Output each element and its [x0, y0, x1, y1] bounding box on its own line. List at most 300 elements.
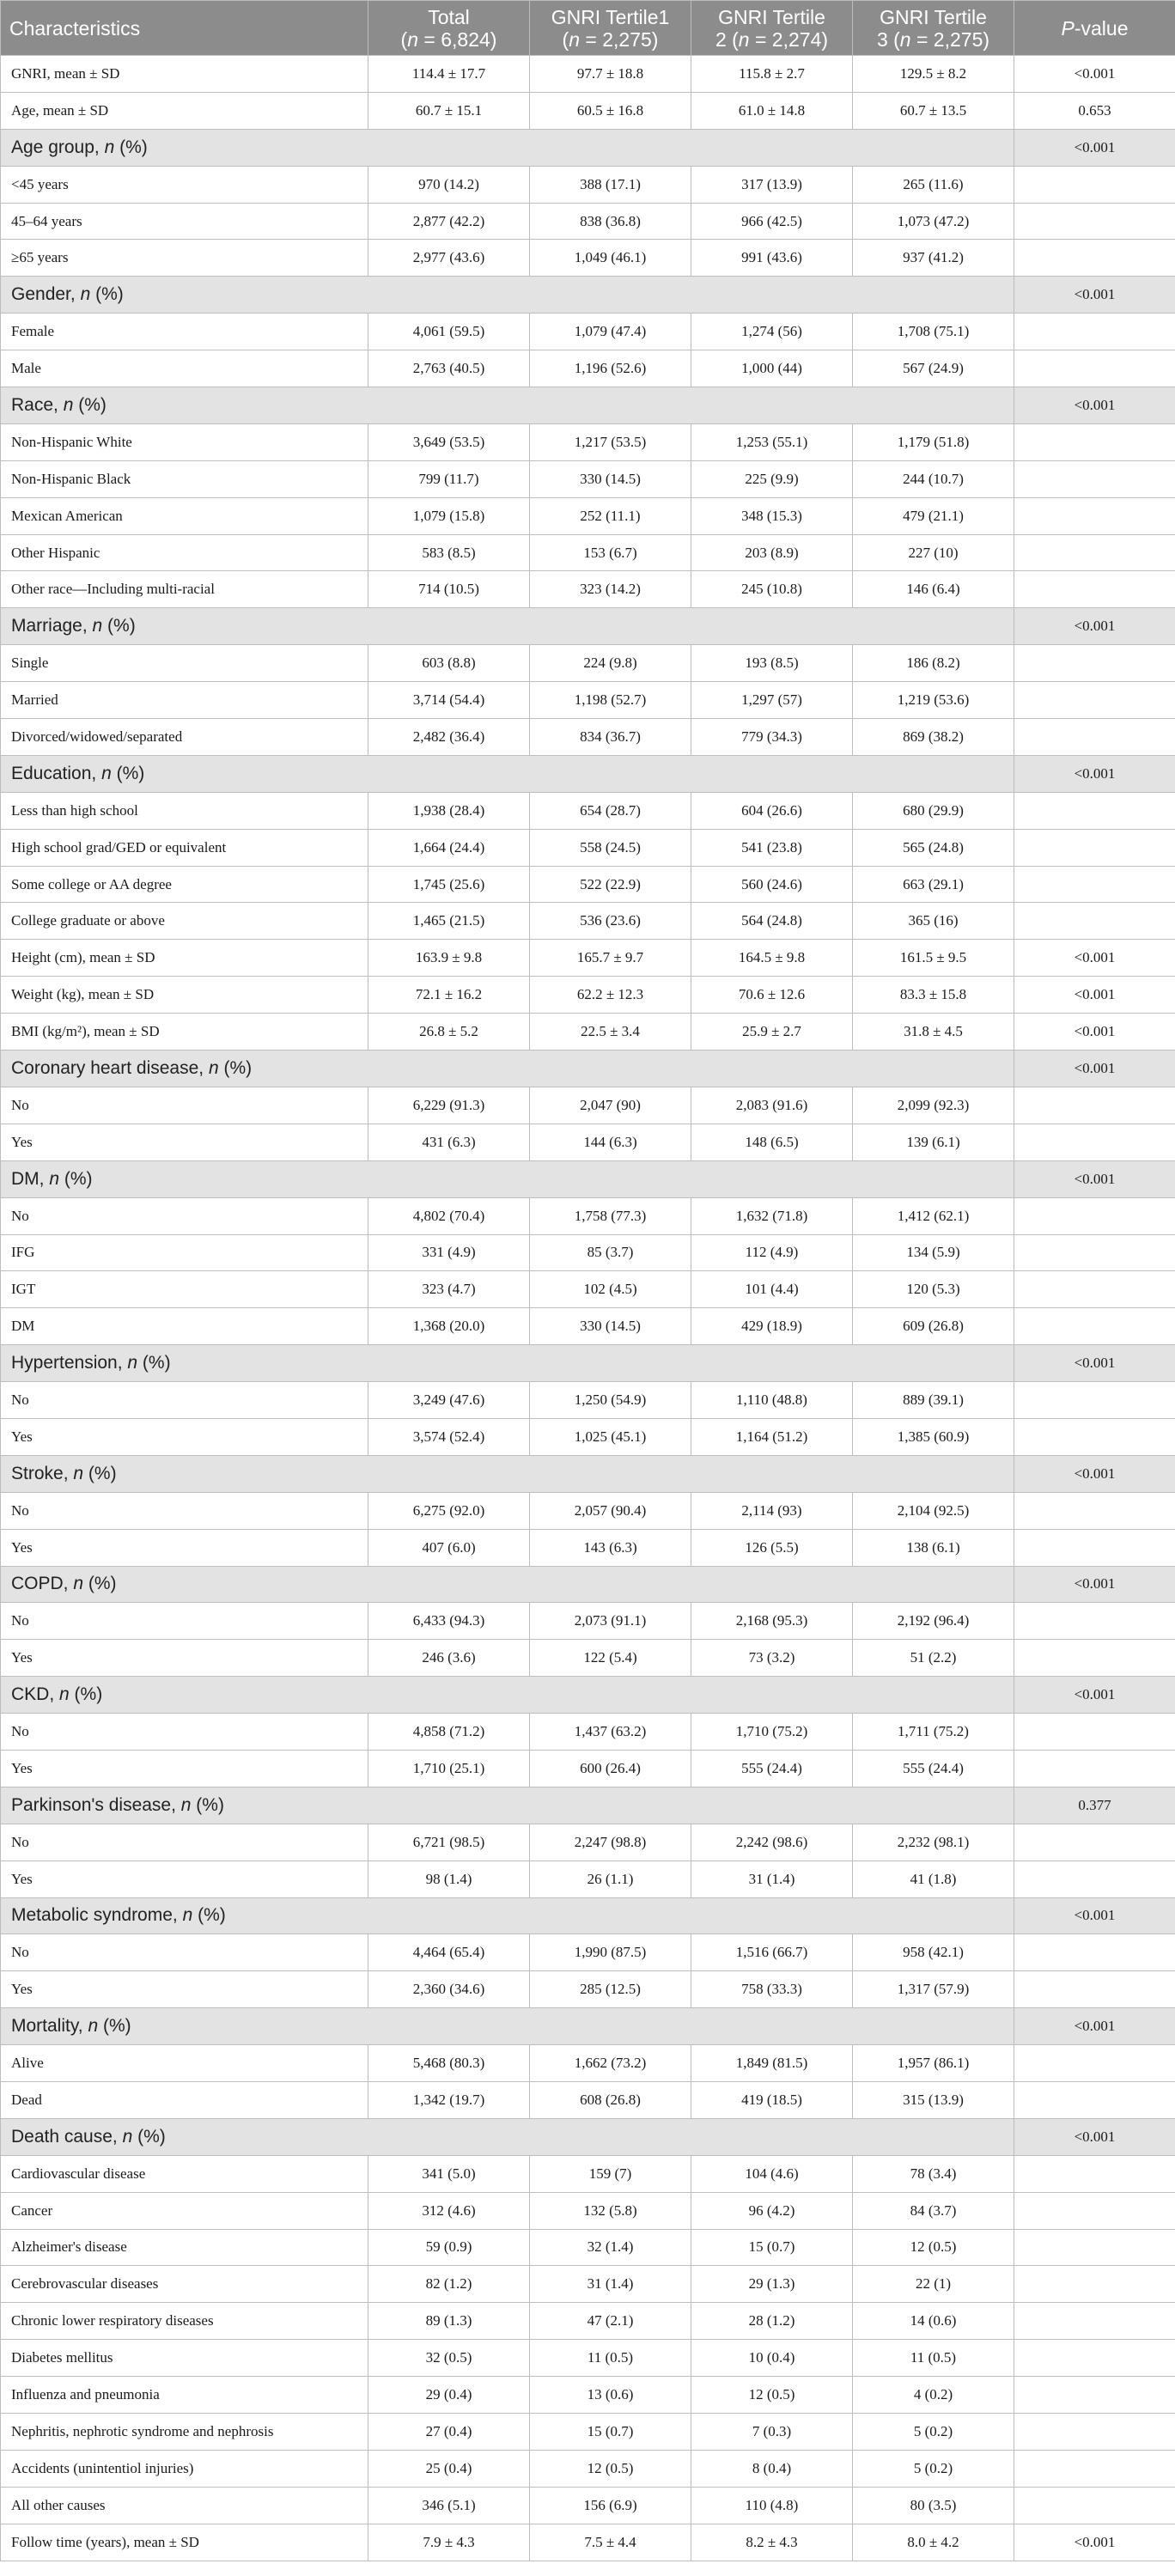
row-label: Mexican American — [1, 497, 368, 534]
cell-tertile-1: 26 (1.1) — [530, 1860, 691, 1897]
cell-total: 246 (3.6) — [368, 1640, 530, 1677]
cell-p-value — [1014, 1087, 1175, 1124]
cell-total: 431 (6.3) — [368, 1124, 530, 1160]
row-label: Yes — [1, 1750, 368, 1787]
table-row — [1, 2487, 1175, 2524]
section-header-row — [1, 1455, 1175, 1492]
cell-p-value — [1014, 1971, 1175, 2008]
cell-tertile-3: 5 (0.2) — [853, 2414, 1014, 2451]
table-row — [1, 1271, 1175, 1308]
cell-tertile-3: 365 (16) — [853, 903, 1014, 940]
cell-tertile-1: 2,047 (90) — [530, 1087, 691, 1124]
cell-tertile-3: 80 (3.5) — [853, 2487, 1014, 2524]
cell-total: 323 (4.7) — [368, 1271, 530, 1308]
cell-total: 1,745 (25.6) — [368, 866, 530, 903]
section-label: Parkinson's disease, n (%) — [1, 1787, 1014, 1824]
cell-tertile-2: 1,274 (56) — [691, 314, 853, 350]
cell-tertile-1: 838 (36.8) — [530, 203, 691, 240]
cell-tertile-2: 96 (4.2) — [691, 2192, 853, 2229]
cell-tertile-2: 8.2 ± 4.3 — [691, 2524, 853, 2561]
cell-p-value — [1014, 1824, 1175, 1860]
row-label: No — [1, 1824, 368, 1860]
row-label: IGT — [1, 1271, 368, 1308]
cell-p-value — [1014, 166, 1175, 203]
table-row — [1, 2524, 1175, 2561]
cell-p-value — [1014, 1234, 1175, 1271]
row-label: No — [1, 1603, 368, 1640]
row-label: 45–64 years — [1, 203, 368, 240]
row-label: Nephritis, nephrotic syndrome and nephrosis — [1, 2414, 368, 2451]
cell-p-value — [1014, 1750, 1175, 1787]
section-header-row — [1, 1050, 1175, 1087]
cell-p-value — [1014, 2266, 1175, 2303]
cell-tertile-3: 1,219 (53.6) — [853, 682, 1014, 719]
cell-total: 26.8 ± 5.2 — [368, 1014, 530, 1050]
cell-tertile-3: 4 (0.2) — [853, 2377, 1014, 2414]
cell-tertile-2: 564 (24.8) — [691, 903, 853, 940]
cell-tertile-1: 1,198 (52.7) — [530, 682, 691, 719]
cell-p-value — [1014, 1124, 1175, 1160]
cell-tertile-2: 12 (0.5) — [691, 2377, 853, 2414]
cell-tertile-2: 1,110 (48.8) — [691, 1382, 853, 1419]
cell-tertile-2: 419 (18.5) — [691, 2081, 853, 2118]
row-label: Some college or AA degree — [1, 866, 368, 903]
cell-p-value — [1014, 2450, 1175, 2487]
cell-p-value — [1014, 1382, 1175, 1419]
section-p-value: <0.001 — [1014, 2008, 1175, 2045]
row-label: ≥65 years — [1, 240, 368, 277]
cell-p-value — [1014, 1934, 1175, 1971]
cell-p-value — [1014, 1197, 1175, 1234]
row-label: Other race—Including multi-racial — [1, 571, 368, 608]
cell-tertile-1: 608 (26.8) — [530, 2081, 691, 2118]
cell-tertile-2: 70.6 ± 12.6 — [691, 977, 853, 1014]
cell-tertile-3: 5 (0.2) — [853, 2450, 1014, 2487]
header-p-value: P-value — [1014, 1, 1175, 56]
cell-p-value: <0.001 — [1014, 1014, 1175, 1050]
row-label: Other Hispanic — [1, 534, 368, 571]
table-row — [1, 166, 1175, 203]
cell-tertile-1: 12 (0.5) — [530, 2450, 691, 2487]
cell-tertile-2: 1,164 (51.2) — [691, 1418, 853, 1455]
row-label: Weight (kg), mean ± SD — [1, 977, 368, 1014]
cell-tertile-1: 330 (14.5) — [530, 460, 691, 497]
cell-tertile-2: 225 (9.9) — [691, 460, 853, 497]
cell-total: 1,664 (24.4) — [368, 829, 530, 866]
section-label: Death cause, n (%) — [1, 2118, 1014, 2155]
row-label: IFG — [1, 1234, 368, 1271]
cell-tertile-3: 1,073 (47.2) — [853, 203, 1014, 240]
row-label: Yes — [1, 1418, 368, 1455]
section-p-value: <0.001 — [1014, 387, 1175, 424]
row-label: Alzheimer's disease — [1, 2229, 368, 2266]
cell-tertile-3: 84 (3.7) — [853, 2192, 1014, 2229]
row-label: No — [1, 1492, 368, 1529]
row-label: BMI (kg/m²), mean ± SD — [1, 1014, 368, 1050]
cell-total: 714 (10.5) — [368, 571, 530, 608]
cell-tertile-1: 1,079 (47.4) — [530, 314, 691, 350]
table-row — [1, 2340, 1175, 2377]
cell-p-value — [1014, 866, 1175, 903]
cell-total: 2,763 (40.5) — [368, 350, 530, 387]
cell-tertile-1: 159 (7) — [530, 2155, 691, 2192]
cell-total: 25 (0.4) — [368, 2450, 530, 2487]
table-row — [1, 645, 1175, 682]
cell-p-value — [1014, 2192, 1175, 2229]
cell-p-value — [1014, 2414, 1175, 2451]
cell-tertile-1: 1,049 (46.1) — [530, 240, 691, 277]
cell-p-value: <0.001 — [1014, 940, 1175, 977]
cell-total: 60.7 ± 15.1 — [368, 92, 530, 129]
cell-p-value — [1014, 1640, 1175, 1677]
row-label: No — [1, 1087, 368, 1124]
cell-tertile-1: 388 (17.1) — [530, 166, 691, 203]
section-label: Race, n (%) — [1, 387, 1014, 424]
cell-total: 341 (5.0) — [368, 2155, 530, 2192]
cell-tertile-2: 2,083 (91.6) — [691, 1087, 853, 1124]
table-row — [1, 497, 1175, 534]
cell-tertile-3: 186 (8.2) — [853, 645, 1014, 682]
header-tertile-2: GNRI Tertile 2 (n = 2,274) — [691, 1, 853, 56]
cell-tertile-2: 245 (10.8) — [691, 571, 853, 608]
row-label: Less than high school — [1, 792, 368, 829]
cell-p-value — [1014, 1603, 1175, 1640]
section-label: DM, n (%) — [1, 1160, 1014, 1197]
table-row — [1, 1197, 1175, 1234]
section-header-row — [1, 1897, 1175, 1934]
cell-tertile-1: 31 (1.4) — [530, 2266, 691, 2303]
cell-total: 331 (4.9) — [368, 1234, 530, 1271]
cell-p-value — [1014, 460, 1175, 497]
row-label: Chronic lower respiratory diseases — [1, 2303, 368, 2340]
cell-tertile-1: 2,073 (91.1) — [530, 1603, 691, 1640]
cell-tertile-1: 1,217 (53.5) — [530, 423, 691, 460]
section-p-value: <0.001 — [1014, 277, 1175, 314]
cell-tertile-3: 14 (0.6) — [853, 2303, 1014, 2340]
cell-total: 59 (0.9) — [368, 2229, 530, 2266]
cell-total: 4,061 (59.5) — [368, 314, 530, 350]
cell-tertile-2: 110 (4.8) — [691, 2487, 853, 2524]
cell-tertile-2: 348 (15.3) — [691, 497, 853, 534]
cell-tertile-2: 126 (5.5) — [691, 1529, 853, 1566]
cell-p-value — [1014, 534, 1175, 571]
cell-tertile-3: 680 (29.9) — [853, 792, 1014, 829]
row-label: Female — [1, 314, 368, 350]
header-total: Total (n = 6,824) — [368, 1, 530, 56]
cell-tertile-1: 132 (5.8) — [530, 2192, 691, 2229]
header-characteristics: Characteristics — [1, 1, 368, 56]
row-label: Single — [1, 645, 368, 682]
cell-total: 312 (4.6) — [368, 2192, 530, 2229]
cell-total: 603 (8.8) — [368, 645, 530, 682]
section-p-value: <0.001 — [1014, 1566, 1175, 1603]
row-label: Yes — [1, 1124, 368, 1160]
cell-tertile-1: 1,662 (73.2) — [530, 2045, 691, 2082]
cell-tertile-2: 7 (0.3) — [691, 2414, 853, 2451]
cell-tertile-3: 1,179 (51.8) — [853, 423, 1014, 460]
row-label: DM — [1, 1308, 368, 1345]
cell-tertile-3: 479 (21.1) — [853, 497, 1014, 534]
table-row — [1, 423, 1175, 460]
cell-p-value — [1014, 314, 1175, 350]
cell-total: 407 (6.0) — [368, 1529, 530, 1566]
section-header-row — [1, 1345, 1175, 1382]
section-label: Stroke, n (%) — [1, 1455, 1014, 1492]
cell-tertile-2: 8 (0.4) — [691, 2450, 853, 2487]
row-label: Alive — [1, 2045, 368, 2082]
cell-tertile-3: 227 (10) — [853, 534, 1014, 571]
row-label: Accidents (unintentiol injuries) — [1, 2450, 368, 2487]
cell-tertile-1: 522 (22.9) — [530, 866, 691, 903]
table-row — [1, 240, 1175, 277]
row-label: Divorced/widowed/separated — [1, 719, 368, 756]
row-label: Yes — [1, 1640, 368, 1677]
table-row — [1, 1934, 1175, 1971]
table-row — [1, 1308, 1175, 1345]
row-label: Yes — [1, 1860, 368, 1897]
cell-p-value: 0.653 — [1014, 92, 1175, 129]
table-row — [1, 2414, 1175, 2451]
row-label: Yes — [1, 1529, 368, 1566]
cell-tertile-2: 758 (33.3) — [691, 1971, 853, 2008]
cell-tertile-3: 1,412 (62.1) — [853, 1197, 1014, 1234]
cell-tertile-3: 315 (13.9) — [853, 2081, 1014, 2118]
cell-p-value — [1014, 1271, 1175, 1308]
table-row — [1, 2081, 1175, 2118]
row-label: No — [1, 1714, 368, 1751]
cell-tertile-1: 11 (0.5) — [530, 2340, 691, 2377]
cell-tertile-2: 2,114 (93) — [691, 1492, 853, 1529]
cell-total: 3,714 (54.4) — [368, 682, 530, 719]
section-p-value: <0.001 — [1014, 129, 1175, 166]
table-body — [1, 56, 1175, 2561]
row-label: GNRI, mean ± SD — [1, 56, 368, 93]
cell-tertile-1: 323 (14.2) — [530, 571, 691, 608]
table-row — [1, 2303, 1175, 2340]
cell-tertile-1: 62.2 ± 12.3 — [530, 977, 691, 1014]
row-label: Yes — [1, 1971, 368, 2008]
table-row — [1, 1124, 1175, 1160]
cell-total: 6,721 (98.5) — [368, 1824, 530, 1860]
table-row — [1, 2450, 1175, 2487]
cell-tertile-3: 555 (24.4) — [853, 1750, 1014, 1787]
cell-tertile-3: 889 (39.1) — [853, 1382, 1014, 1419]
cell-p-value — [1014, 571, 1175, 608]
cell-tertile-1: 1,025 (45.1) — [530, 1418, 691, 1455]
section-header-row — [1, 277, 1175, 314]
table-row — [1, 1234, 1175, 1271]
cell-total: 583 (8.5) — [368, 534, 530, 571]
cell-tertile-1: 558 (24.5) — [530, 829, 691, 866]
section-label: Hypertension, n (%) — [1, 1345, 1014, 1382]
row-label: Male — [1, 350, 368, 387]
row-label: All other causes — [1, 2487, 368, 2524]
cell-p-value — [1014, 1308, 1175, 1345]
table-row — [1, 1014, 1175, 1050]
cell-tertile-1: 600 (26.4) — [530, 1750, 691, 1787]
cell-total: 1,465 (21.5) — [368, 903, 530, 940]
section-header-row — [1, 1566, 1175, 1603]
cell-tertile-1: 22.5 ± 3.4 — [530, 1014, 691, 1050]
table-header-row — [1, 1, 1175, 56]
cell-total: 4,858 (71.2) — [368, 1714, 530, 1751]
table-row — [1, 977, 1175, 1014]
cell-total: 29 (0.4) — [368, 2377, 530, 2414]
table-row — [1, 1640, 1175, 1677]
table-row — [1, 866, 1175, 903]
cell-tertile-3: 8.0 ± 4.2 — [853, 2524, 1014, 2561]
cell-tertile-1: 1,437 (63.2) — [530, 1714, 691, 1751]
cell-total: 6,229 (91.3) — [368, 1087, 530, 1124]
cell-p-value — [1014, 1529, 1175, 1566]
cell-tertile-1: 97.7 ± 18.8 — [530, 56, 691, 93]
section-p-value: <0.001 — [1014, 1677, 1175, 1714]
cell-p-value — [1014, 2155, 1175, 2192]
cell-p-value — [1014, 645, 1175, 682]
section-header-row — [1, 755, 1175, 792]
cell-p-value — [1014, 2377, 1175, 2414]
cell-tertile-3: 869 (38.2) — [853, 719, 1014, 756]
table-row — [1, 1529, 1175, 1566]
cell-tertile-1: 85 (3.7) — [530, 1234, 691, 1271]
table-row — [1, 2155, 1175, 2192]
cell-tertile-1: 47 (2.1) — [530, 2303, 691, 2340]
cell-tertile-2: 1,297 (57) — [691, 682, 853, 719]
cell-tertile-1: 224 (9.8) — [530, 645, 691, 682]
cell-p-value — [1014, 497, 1175, 534]
section-p-value: <0.001 — [1014, 608, 1175, 645]
row-label: Diabetes mellitus — [1, 2340, 368, 2377]
section-p-value: <0.001 — [1014, 755, 1175, 792]
table-row — [1, 350, 1175, 387]
row-label: Age, mean ± SD — [1, 92, 368, 129]
cell-tertile-1: 32 (1.4) — [530, 2229, 691, 2266]
cell-tertile-2: 2,168 (95.3) — [691, 1603, 853, 1640]
table-row — [1, 829, 1175, 866]
section-header-row — [1, 1160, 1175, 1197]
cell-p-value — [1014, 1860, 1175, 1897]
cell-total: 346 (5.1) — [368, 2487, 530, 2524]
cell-tertile-2: 164.5 ± 9.8 — [691, 940, 853, 977]
cell-tertile-3: 41 (1.8) — [853, 1860, 1014, 1897]
section-header-row — [1, 2008, 1175, 2045]
cell-tertile-2: 604 (26.6) — [691, 792, 853, 829]
cell-tertile-2: 115.8 ± 2.7 — [691, 56, 853, 93]
cell-tertile-3: 2,099 (92.3) — [853, 1087, 1014, 1124]
table-row — [1, 1418, 1175, 1455]
table-row — [1, 1860, 1175, 1897]
cell-p-value — [1014, 203, 1175, 240]
cell-p-value — [1014, 719, 1175, 756]
row-label: Influenza and pneumonia — [1, 2377, 368, 2414]
cell-total: 27 (0.4) — [368, 2414, 530, 2451]
cell-p-value — [1014, 682, 1175, 719]
table-row — [1, 314, 1175, 350]
table-row — [1, 2377, 1175, 2414]
table-row — [1, 1971, 1175, 2008]
table-row — [1, 2192, 1175, 2229]
cell-tertile-3: 565 (24.8) — [853, 829, 1014, 866]
cell-total: 1,079 (15.8) — [368, 497, 530, 534]
cell-tertile-2: 61.0 ± 14.8 — [691, 92, 853, 129]
cell-p-value — [1014, 2340, 1175, 2377]
cell-tertile-1: 143 (6.3) — [530, 1529, 691, 1566]
section-p-value: 0.377 — [1014, 1787, 1175, 1824]
cell-p-value — [1014, 792, 1175, 829]
section-p-value: <0.001 — [1014, 1050, 1175, 1087]
row-label: College graduate or above — [1, 903, 368, 940]
cell-tertile-2: 560 (24.6) — [691, 866, 853, 903]
row-label: Height (cm), mean ± SD — [1, 940, 368, 977]
cell-tertile-3: 1,711 (75.2) — [853, 1714, 1014, 1751]
cell-p-value — [1014, 2303, 1175, 2340]
cell-total: 3,574 (52.4) — [368, 1418, 530, 1455]
cell-tertile-3: 2,192 (96.4) — [853, 1603, 1014, 1640]
cell-tertile-3: 120 (5.3) — [853, 1271, 1014, 1308]
section-label: CKD, n (%) — [1, 1677, 1014, 1714]
cell-p-value — [1014, 829, 1175, 866]
cell-total: 98 (1.4) — [368, 1860, 530, 1897]
table-row — [1, 1824, 1175, 1860]
cell-tertile-1: 2,057 (90.4) — [530, 1492, 691, 1529]
row-label: Non-Hispanic Black — [1, 460, 368, 497]
cell-tertile-3: 129.5 ± 8.2 — [853, 56, 1014, 93]
cell-tertile-1: 153 (6.7) — [530, 534, 691, 571]
cell-total: 1,342 (19.7) — [368, 2081, 530, 2118]
cell-total: 1,938 (28.4) — [368, 792, 530, 829]
cell-total: 4,464 (65.4) — [368, 1934, 530, 1971]
cell-total: 3,649 (53.5) — [368, 423, 530, 460]
section-header-row — [1, 1787, 1175, 1824]
header-tertile-1: GNRI Tertile1 (n = 2,275) — [530, 1, 691, 56]
cell-p-value — [1014, 423, 1175, 460]
cell-tertile-1: 1,758 (77.3) — [530, 1197, 691, 1234]
cell-tertile-1: 144 (6.3) — [530, 1124, 691, 1160]
cell-total: 82 (1.2) — [368, 2266, 530, 2303]
cell-tertile-1: 1,250 (54.9) — [530, 1382, 691, 1419]
cell-tertile-1: 122 (5.4) — [530, 1640, 691, 1677]
table-row — [1, 203, 1175, 240]
cell-p-value — [1014, 2081, 1175, 2118]
cell-total: 89 (1.3) — [368, 2303, 530, 2340]
cell-tertile-3: 83.3 ± 15.8 — [853, 977, 1014, 1014]
cell-tertile-1: 1,196 (52.6) — [530, 350, 691, 387]
cell-tertile-3: 1,385 (60.9) — [853, 1418, 1014, 1455]
cell-tertile-1: 285 (12.5) — [530, 1971, 691, 2008]
section-p-value: <0.001 — [1014, 1345, 1175, 1382]
cell-total: 2,360 (34.6) — [368, 1971, 530, 2008]
cell-total: 114.4 ± 17.7 — [368, 56, 530, 93]
cell-tertile-3: 244 (10.7) — [853, 460, 1014, 497]
table-row — [1, 940, 1175, 977]
cell-tertile-3: 139 (6.1) — [853, 1124, 1014, 1160]
cell-tertile-1: 536 (23.6) — [530, 903, 691, 940]
cell-tertile-2: 966 (42.5) — [691, 203, 853, 240]
cell-total: 970 (14.2) — [368, 166, 530, 203]
cell-tertile-1: 1,990 (87.5) — [530, 1934, 691, 1971]
cell-p-value — [1014, 1714, 1175, 1751]
row-label: Cardiovascular disease — [1, 2155, 368, 2192]
cell-tertile-2: 1,632 (71.8) — [691, 1197, 853, 1234]
section-p-value: <0.001 — [1014, 1897, 1175, 1934]
cell-tertile-3: 31.8 ± 4.5 — [853, 1014, 1014, 1050]
cell-tertile-2: 1,000 (44) — [691, 350, 853, 387]
row-label: <45 years — [1, 166, 368, 203]
table-row — [1, 792, 1175, 829]
cell-tertile-1: 834 (36.7) — [530, 719, 691, 756]
cell-tertile-2: 317 (13.9) — [691, 166, 853, 203]
cell-tertile-3: 51 (2.2) — [853, 1640, 1014, 1677]
